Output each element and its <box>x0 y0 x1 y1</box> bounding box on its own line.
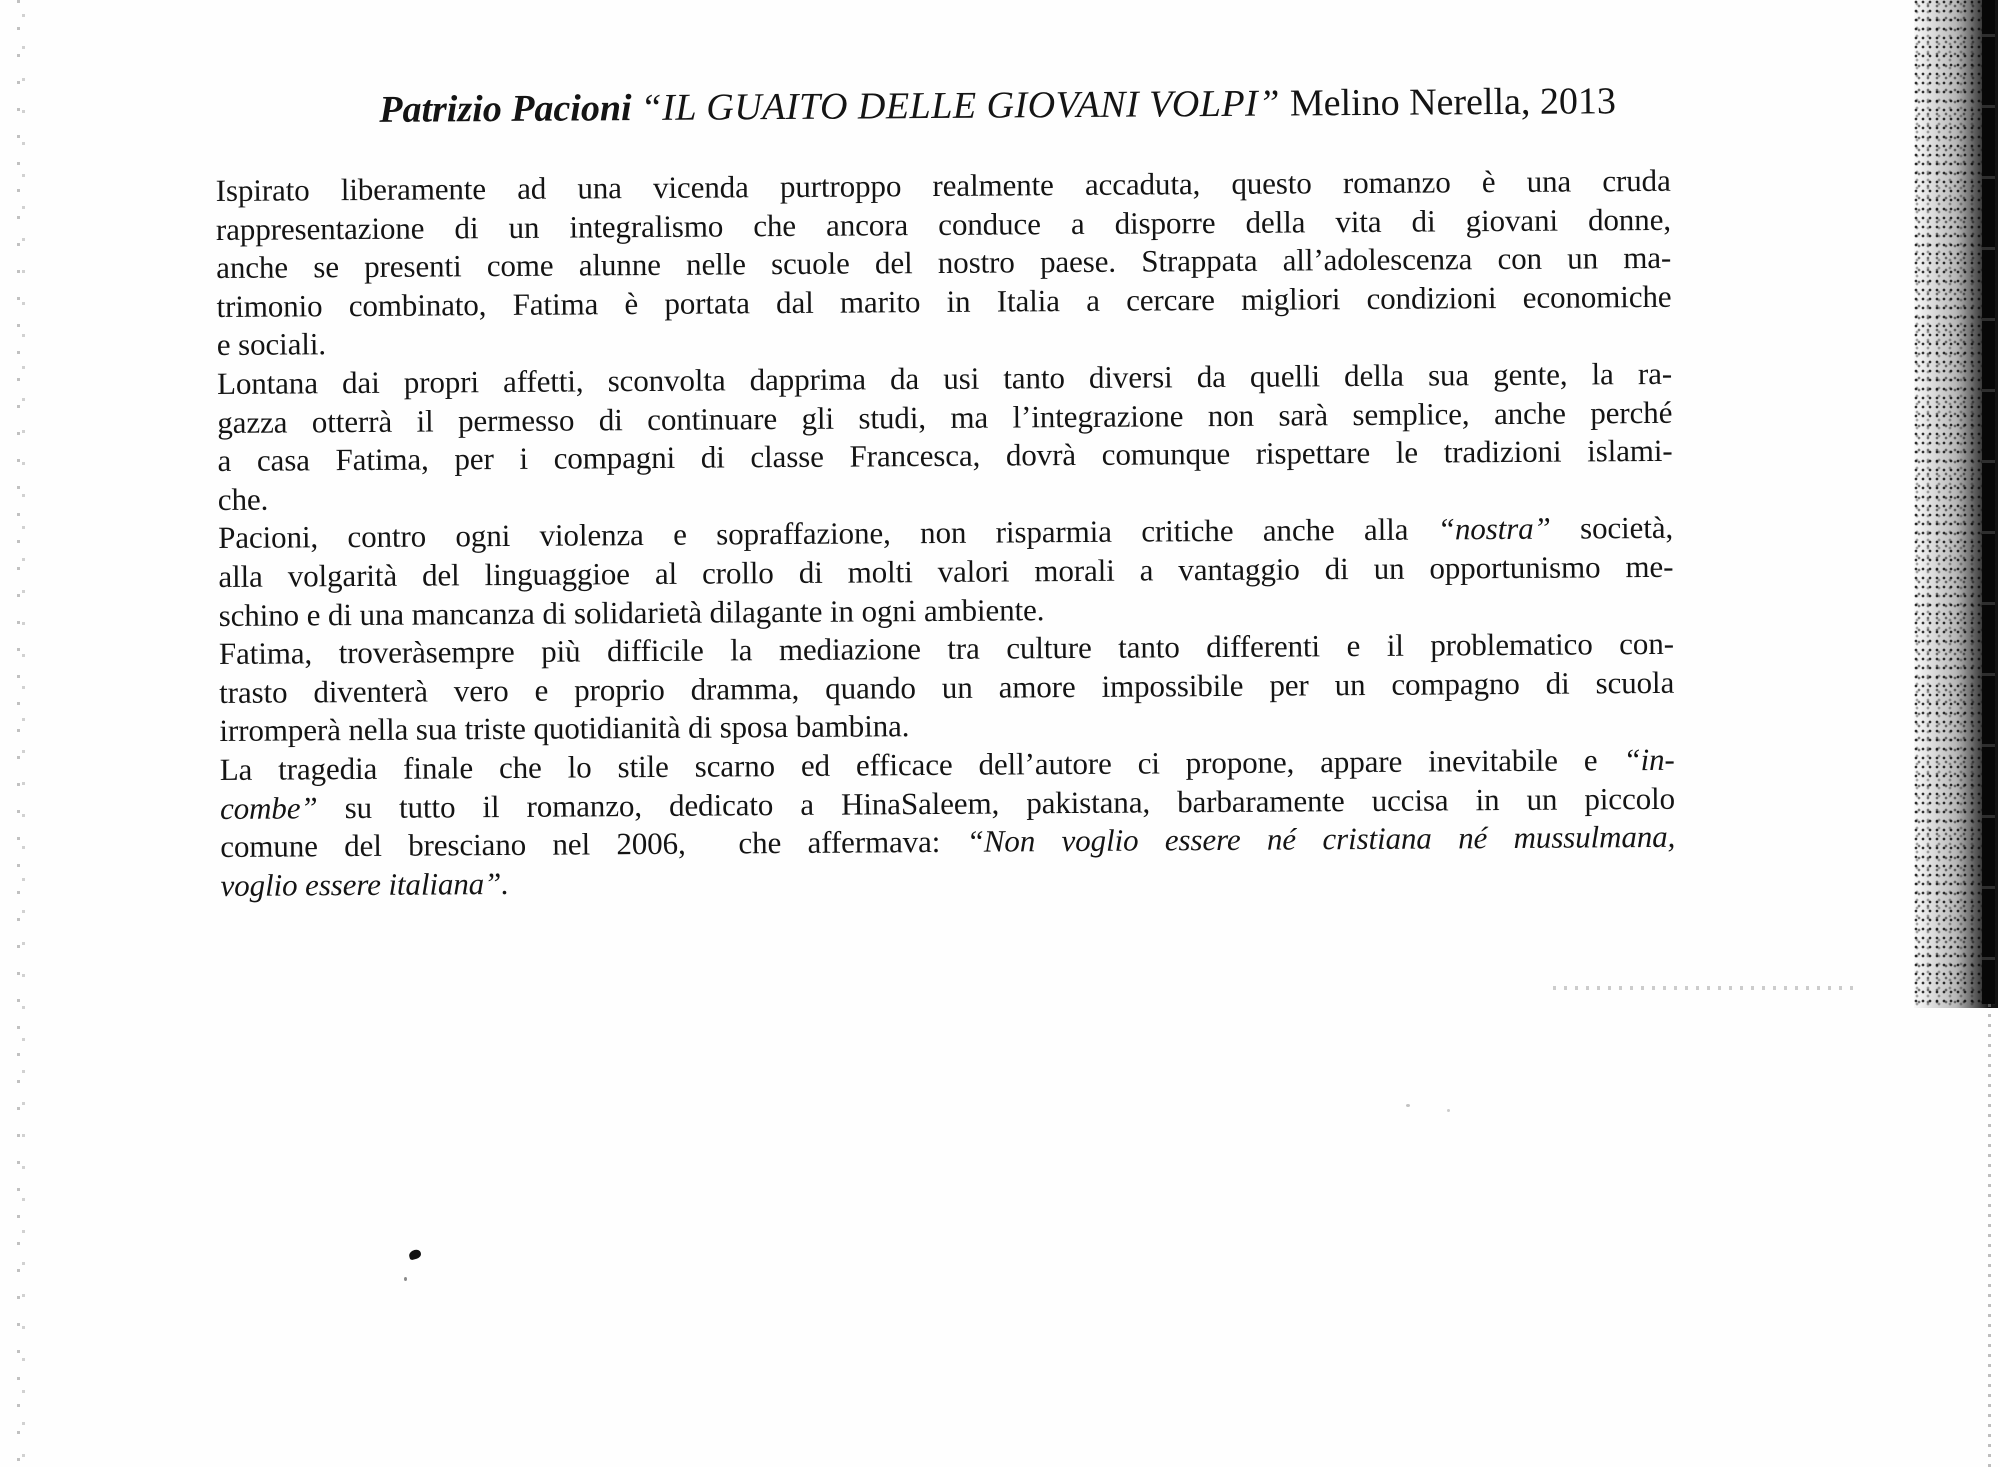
text-segment: irromperà nella sua triste quotidianità di sposa bambina. <box>219 708 910 749</box>
scan-edge-line <box>1982 0 1995 1004</box>
text-segment: a casa Fatima, per i compagni di classe Francesca, dovrà comunque rispettare le tradizioni islami- <box>217 432 1673 479</box>
scan-speck <box>1447 1109 1450 1112</box>
text-segment: Fatima, troveràsempre più difficile la mediazione tra culture tanto differenti e il problematico con- <box>218 625 1675 672</box>
text-segment: alla volgarità del linguaggioe al crollo di molti valori morali a vantaggio di un opportunismo me- <box>218 548 1674 594</box>
document-content <box>215 80 1676 905</box>
text-segment: “in- <box>1623 741 1675 778</box>
text-segment: Lontana dai propri affetti, sconvolta dapprima da usi tanto diversi da quelli della sua gente, la ra- <box>216 355 1673 401</box>
ink-speck <box>404 1277 407 1281</box>
text-segment: che. <box>217 481 269 517</box>
text-segment: “Non voglio essere né cristiana né mussulmana, <box>966 818 1676 859</box>
text-segment: trimonio combinato, Fatima è portata dal marito in Italia a cercare migliori condizioni economiche <box>216 278 1672 324</box>
scan-dots-row <box>1553 986 1858 990</box>
text-segment: anche se presenti come alunne nelle scuole del nostro paese. Strappata all’adolescenza con un ma- <box>216 240 1672 286</box>
text-segment: Pacioni, contro ogni violenza e sopraffazione, non risparmia critiche anche alla <box>218 511 1438 556</box>
text-segment: voglio essere italiana”. <box>220 865 510 903</box>
ink-dot <box>408 1249 422 1261</box>
author-name: Patrizio Pacioni <box>379 87 632 131</box>
text-segment: “nostra” <box>1437 511 1551 547</box>
scanner-edge-marks-left <box>0 0 30 1467</box>
book-title: “IL GUAITO DELLE GIOVANI VOLPI” <box>640 82 1281 130</box>
publisher-year: Melino Nerella, 2013 <box>1289 80 1617 125</box>
text-segment: gazza otterrà il permesso di continuare gli studi, ma l’integrazione non sarà semplice, anche perché <box>217 394 1673 440</box>
text-segment: combe” <box>219 789 318 826</box>
text-segment: e sociali. <box>216 326 327 363</box>
scan-speck <box>1406 1104 1410 1107</box>
text-segment: comune del bresciano nel 2006, che affermava: <box>220 823 967 865</box>
text-segment: Ispirato liberamente ad una vicenda purtroppo realmente accaduta, questo romanzo è una cruda <box>215 162 1671 208</box>
text-segment: rappresentazione di un integralismo che ancora conduce a disporre della vita di giovani donne, <box>215 201 1672 247</box>
scan-edge-dotted-tail <box>1988 1004 1991 1467</box>
text-segment: società, <box>1550 510 1674 547</box>
scanner-mark-column <box>17 0 20 1467</box>
text-segment: trasto diventerà vero e proprio dramma, quando un amore impossibile per un compagno di scuola <box>219 664 1675 710</box>
text-segment: schino e di una mancanza di solidarietà dilagante in ogni ambiente. <box>218 591 1045 633</box>
text-segment: La tragedia finale che lo stile scarno ed efficace dell’autore ci propone, appare inevitabile e <box>219 742 1624 787</box>
text-segment: su tutto il romanzo, dedicato a HinaSaleem, pakistana, barbaramente uccisa in un piccolo <box>317 780 1676 825</box>
scanner-mark-column <box>22 0 25 1467</box>
document-body <box>216 162 1676 905</box>
document-title <box>215 80 1670 132</box>
